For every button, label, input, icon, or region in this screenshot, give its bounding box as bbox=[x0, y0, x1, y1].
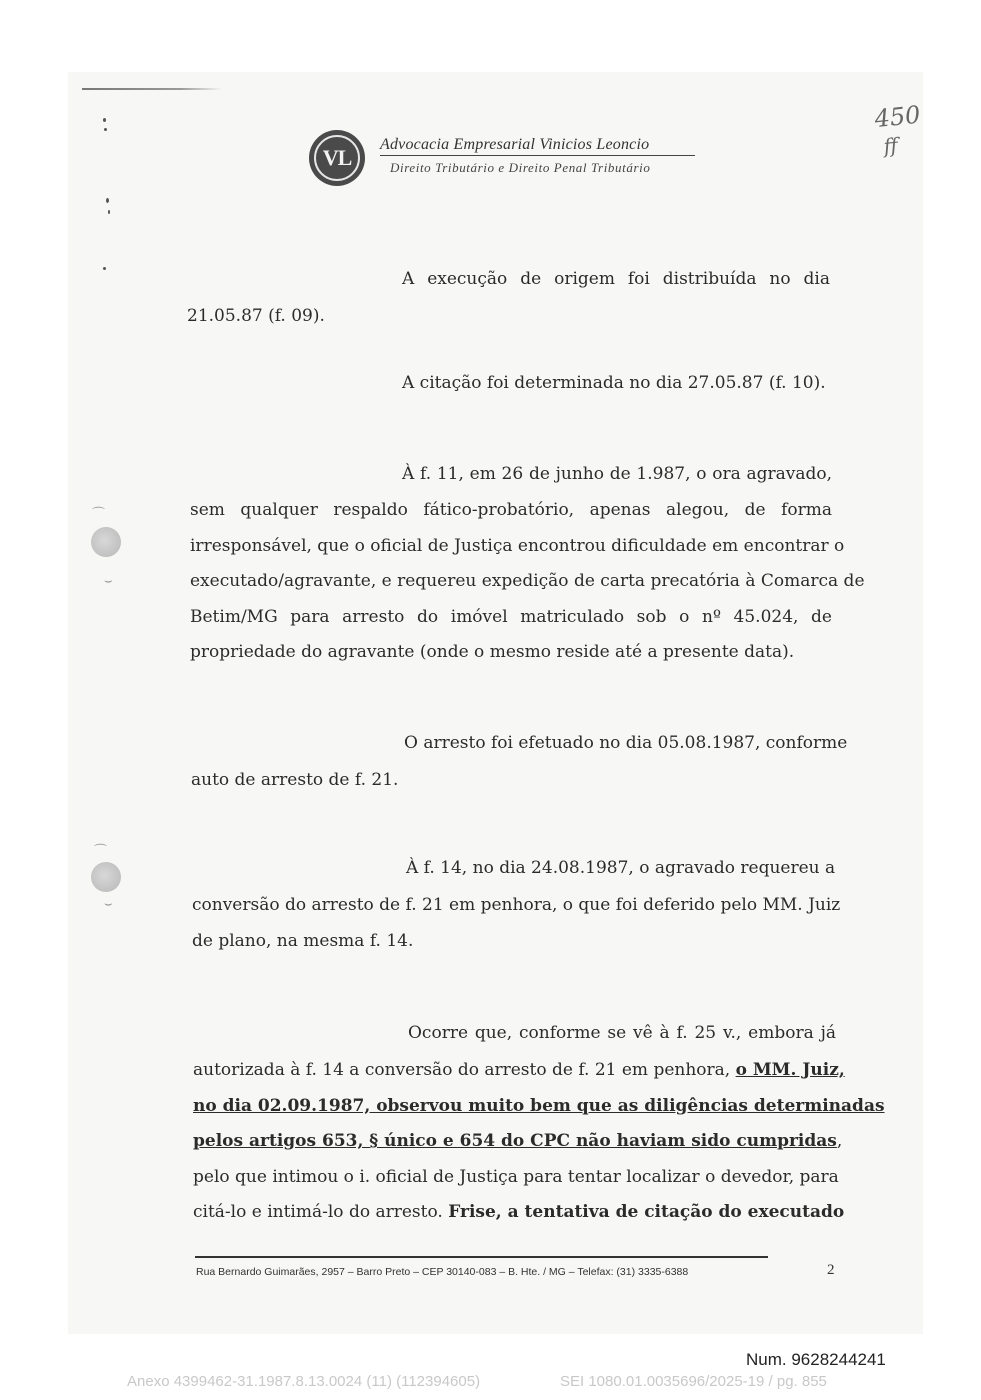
bold-text: Frise, a tentativa de citação do executado bbox=[448, 1202, 845, 1222]
paragraph-4-line-2 bbox=[191, 763, 398, 799]
scan-speck bbox=[103, 267, 106, 270]
text-line bbox=[193, 1124, 843, 1160]
paragraph-1-line-2 bbox=[187, 299, 325, 335]
paragraph-1-line-1 bbox=[402, 262, 830, 298]
text-line: executado/agravante, e requereu expedição de carta precatória à Comarca de bbox=[190, 571, 865, 591]
text-line: Betim/MG para arresto do imóvel matriculado sob o nº 45.024, de bbox=[190, 606, 832, 627]
handwritten-page-mark bbox=[873, 99, 939, 161]
text-line: A execução de origem foi distribuída no dia bbox=[402, 269, 830, 289]
text-line: sem qualquer respaldo fático-probatório, apenas alegou, de forma bbox=[190, 500, 832, 520]
text-line: propriedade do agravante (onde o mesmo reside até a presente data). bbox=[190, 642, 795, 662]
text-line: auto de arresto de f. 21. bbox=[191, 770, 399, 790]
punch-hole bbox=[91, 862, 121, 892]
punch-hole bbox=[91, 527, 121, 557]
logo-letters: VL bbox=[322, 145, 352, 170]
text-line bbox=[193, 1195, 845, 1231]
paragraph-3-first-line bbox=[402, 457, 832, 493]
text-line: irresponsável, que o oficial de Justiça encontrou dificuldade em encontrar o bbox=[190, 535, 845, 556]
scan-speck bbox=[104, 128, 107, 131]
paragraph-5-body bbox=[192, 888, 841, 959]
handwritten-initials: ff bbox=[882, 133, 899, 159]
plain-text: citá-lo e intimá-lo do arresto. bbox=[193, 1202, 449, 1222]
page-number: 2 bbox=[827, 1262, 835, 1278]
text-line: A citação foi determinada no dia 27.05.87 (f. 10). bbox=[402, 373, 826, 393]
text-line: pelo que intimou o i. oficial de Justiça para tentar localizar o devedor, para bbox=[193, 1166, 839, 1187]
emphasized-text: o MM. Juiz, bbox=[735, 1060, 845, 1080]
text-line: de plano, na mesma f. 14. bbox=[192, 930, 414, 951]
text-line: Ocorre que, conforme se vê à f. 25 v., embora já bbox=[408, 1023, 836, 1043]
paragraph-3-body bbox=[190, 493, 865, 671]
emphasized-text: pelos artigos 653, § único e 654 do CPC não haviam sido cumpridas bbox=[193, 1131, 837, 1151]
scan-speck bbox=[103, 118, 106, 122]
paragraph-6-body bbox=[193, 1053, 885, 1231]
paragraph-4-line-1 bbox=[404, 726, 848, 762]
scan-speck bbox=[106, 198, 109, 203]
firm-logo bbox=[309, 130, 365, 186]
paragraph-6-first-line bbox=[408, 1016, 836, 1052]
emphasized-line: no dia 02.09.1987, observou muito bem que as diligências determinadas bbox=[193, 1095, 885, 1116]
annex-stamp: Anexo 4399462-31.1987.8.13.0024 (11) (112394605) bbox=[127, 1373, 481, 1390]
text-line bbox=[193, 1053, 845, 1089]
firm-name: Advocacia Empresarial Vinicios Leoncio bbox=[380, 136, 695, 156]
scan-speck bbox=[108, 210, 110, 214]
text-line: À f. 14, no dia 24.08.1987, o agravado requereu a bbox=[406, 858, 836, 878]
scan-edge-line bbox=[82, 88, 222, 90]
plain-text: autorizada à f. 14 a conversão do arresto de f. 21 em penhora, bbox=[193, 1060, 736, 1080]
text-line: À f. 11, em 26 de junho de 1.987, o ora agravado, bbox=[402, 464, 832, 484]
text-line: O arresto foi efetuado no dia 05.08.1987, conforme bbox=[404, 733, 848, 753]
punch-hole-shadow: ⌒ bbox=[92, 507, 106, 522]
firm-subtitle: Direito Tributário e Direito Penal Tributário bbox=[390, 160, 651, 175]
paragraph-2 bbox=[402, 366, 826, 402]
punch-hole-shadow: ⌣ bbox=[104, 897, 113, 912]
handwritten-number: 450 bbox=[873, 100, 922, 134]
text-line: 21.05.87 (f. 09). bbox=[187, 306, 325, 326]
footer-address: Rua Bernardo Guimarães, 2957 – Barro Preto – CEP 30140-083 – B. Hte. / MG – Telefax: (31) 3335-6388 bbox=[196, 1266, 689, 1278]
plain-text: , bbox=[836, 1131, 843, 1151]
sei-stamp: SEI 1080.01.0035696/2025-19 / pg. 855 bbox=[560, 1373, 827, 1390]
punch-hole-shadow: ⌣ bbox=[104, 574, 113, 589]
footer-rule bbox=[195, 1256, 768, 1258]
document-number-stamp: Num. 9628244241 bbox=[746, 1350, 886, 1369]
annex-stamp-row bbox=[127, 1373, 917, 1390]
punch-hole-shadow: ⌒ bbox=[94, 844, 108, 859]
text-line: conversão do arresto de f. 21 em penhora, o que foi deferido pelo MM. Juiz bbox=[192, 895, 841, 915]
paragraph-5-first-line bbox=[406, 851, 834, 887]
